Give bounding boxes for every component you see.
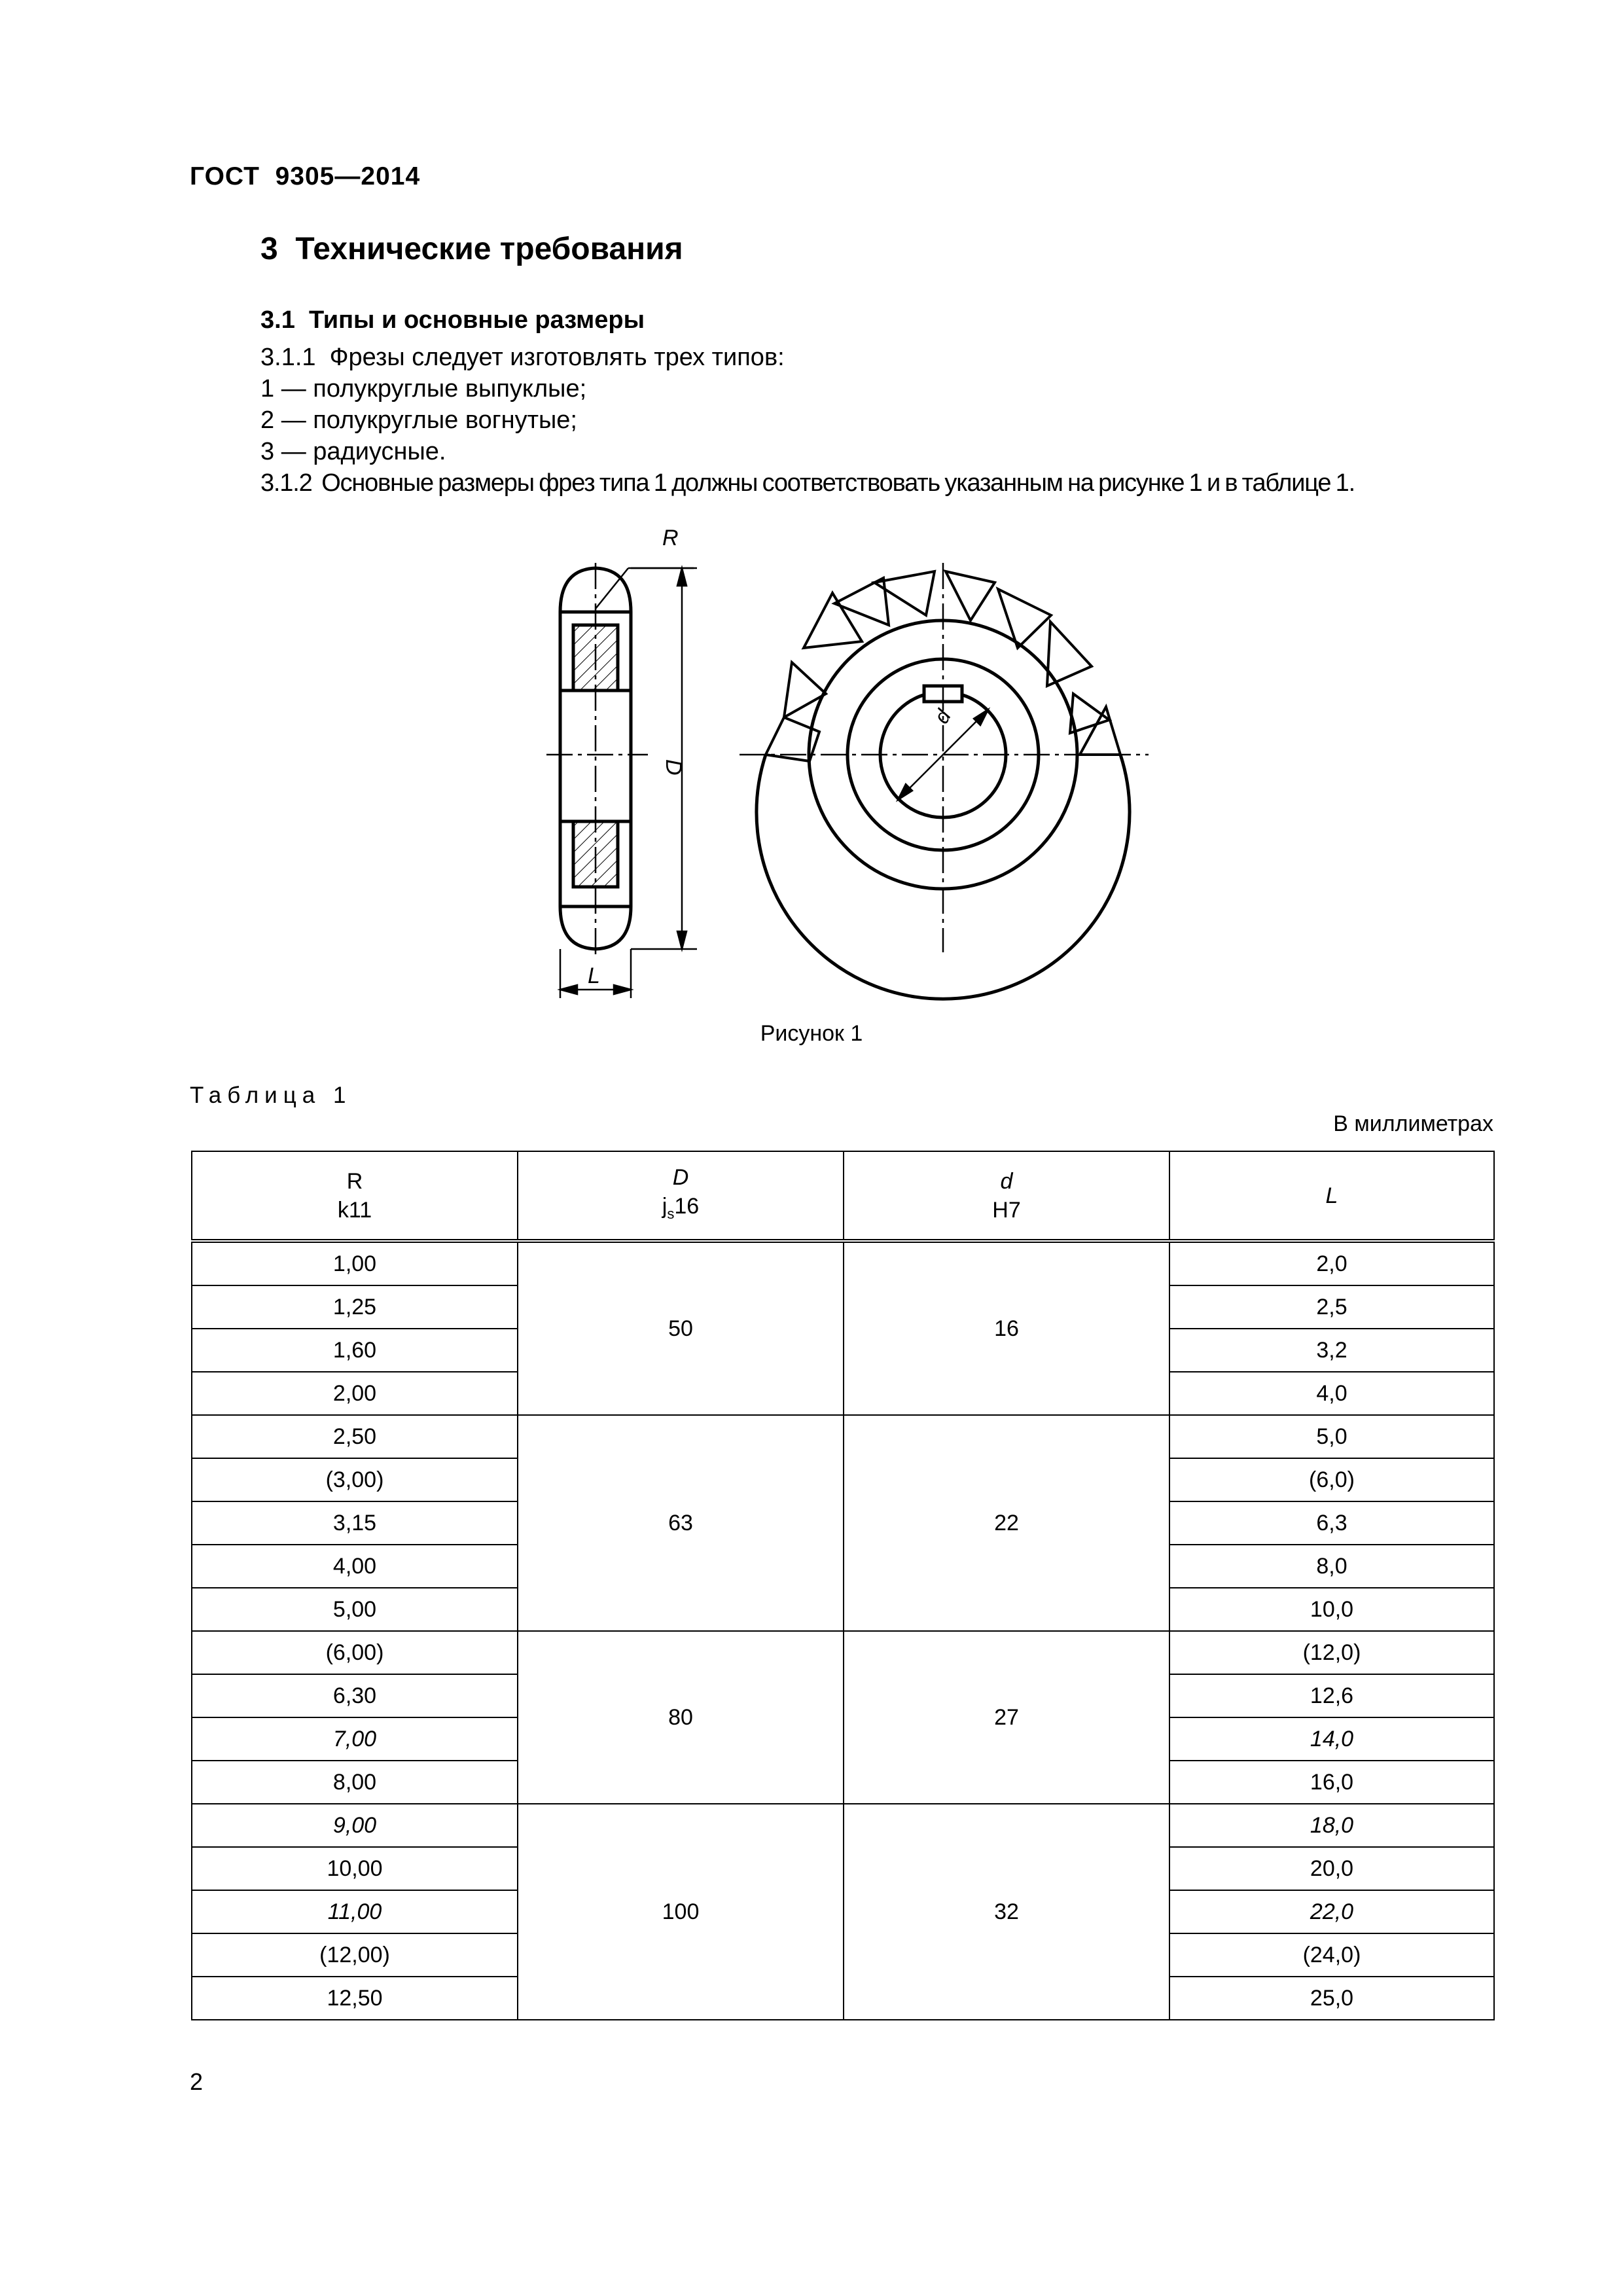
cell-L: (6,0) [1169,1458,1494,1501]
table-caption: Таблица 1 [190,1083,352,1108]
cell-L: (24,0) [1169,1933,1494,1977]
label-d: d [929,706,955,728]
tol-end: 16 [674,1193,700,1219]
document-header: ГОСТ 9305—2014 [190,162,421,190]
table-units: В миллиметрах [1333,1111,1493,1136]
cell-L: (12,0) [1169,1631,1494,1674]
table-row [192,1804,1494,1847]
cell-R: 8,00 [192,1761,518,1804]
cell-R: 3,15 [192,1501,518,1545]
header-d-symbol: d [1000,1168,1013,1194]
dimension-lines [546,563,697,998]
label-R: R [662,526,679,550]
header-R-tolerance: k11 [337,1197,372,1223]
cell-L: 5,0 [1169,1415,1494,1458]
cell-R: (12,00) [192,1933,518,1977]
cell-L: 22,0 [1169,1890,1494,1933]
cell-L: 16,0 [1169,1761,1494,1804]
cell-R: 12,50 [192,1977,518,2020]
cell-R: 2,50 [192,1415,518,1458]
header-d-tolerance: H7 [992,1197,1021,1223]
cell-d: 16 [844,1241,1169,1415]
cell-R: 1,25 [192,1285,518,1329]
cell-d: 27 [844,1631,1169,1804]
subsection-title: 3.1 Типы и основные размеры [260,306,645,334]
paragraph: 3.1.2 Основные размеры фрез типа 1 должны соответствовать указанным на рисунке 1 и в таблице 1. [260,469,1355,497]
table-header-row [192,1151,1494,1241]
tol-main: j [662,1193,668,1219]
header-D-symbol: D [672,1164,689,1190]
cell-R: (3,00) [192,1458,518,1501]
list-item: 3 — радиусные. [260,438,446,465]
header-R [192,1151,518,1241]
cell-R: 6,30 [192,1674,518,1717]
cell-R: 1,60 [192,1329,518,1372]
cell-L: 25,0 [1169,1977,1494,2020]
cell-D: 63 [518,1415,844,1631]
header-L [1169,1151,1494,1241]
cell-L: 18,0 [1169,1804,1494,1847]
cell-L: 8,0 [1169,1545,1494,1588]
paragraph: 3.1.1 Фрезы следует изготовлять трех типов: [260,344,785,371]
list-item: 1 — полукруглые выпуклые; [260,375,587,403]
cell-D: 100 [518,1804,844,2020]
cell-R: 7,00 [192,1717,518,1761]
cell-L: 3,2 [1169,1329,1494,1372]
cell-R: 9,00 [192,1804,518,1847]
cell-L: 6,3 [1169,1501,1494,1545]
header-d [844,1151,1169,1241]
label-L: L [588,963,600,988]
table-row [192,1415,1494,1458]
section-title: 3 Технические требования [260,232,683,266]
figure-caption: Рисунок 1 [760,1021,863,1046]
header-D-tolerance [518,1192,843,1229]
label-D: D [661,759,686,776]
cell-R: 11,00 [192,1890,518,1933]
figure-cutter-drawing [537,517,1165,1014]
cell-L: 12,6 [1169,1674,1494,1717]
cell-d: 22 [844,1415,1169,1631]
cell-R: 2,00 [192,1372,518,1415]
header-L-symbol: L [1325,1183,1338,1208]
table-row [192,1631,1494,1674]
cell-R: 5,00 [192,1588,518,1631]
cell-L: 2,0 [1169,1241,1494,1285]
cell-L: 4,0 [1169,1372,1494,1415]
cell-d: 32 [844,1804,1169,2020]
cell-R: 1,00 [192,1241,518,1285]
table-row [192,1241,1494,1285]
page-number: 2 [190,2068,204,2095]
tol-sub: s [667,1205,675,1222]
cell-R: (6,00) [192,1631,518,1674]
cell-L: 20,0 [1169,1847,1494,1890]
cell-L: 2,5 [1169,1285,1494,1329]
cell-L: 10,0 [1169,1588,1494,1631]
cell-D: 50 [518,1241,844,1415]
cell-R: 10,00 [192,1847,518,1890]
header-D [518,1151,844,1241]
header-R-symbol: R [346,1168,363,1194]
list-item: 2 — полукруглые вогнутые; [260,406,577,434]
cell-L: 14,0 [1169,1717,1494,1761]
cell-R: 4,00 [192,1545,518,1588]
dimensions-table [191,1151,1495,2020]
cell-D: 80 [518,1631,844,1804]
